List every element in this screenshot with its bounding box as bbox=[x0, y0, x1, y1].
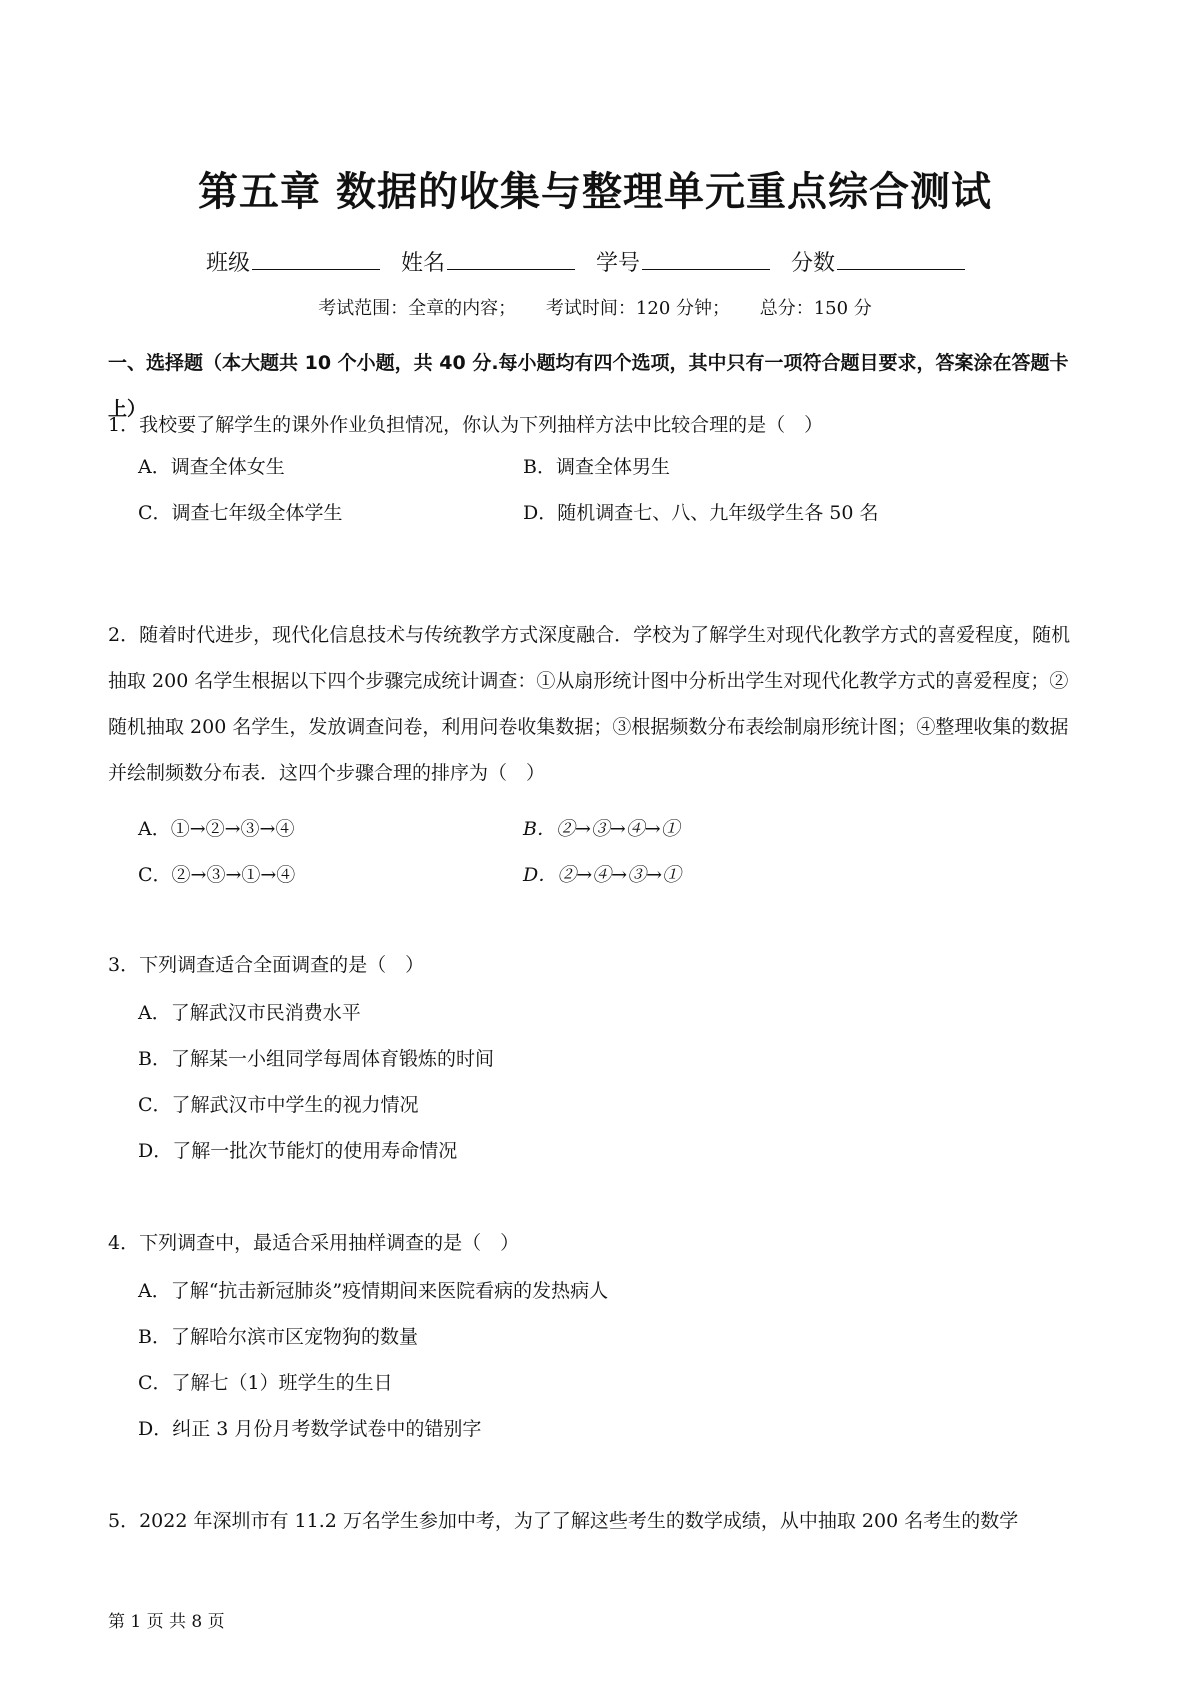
question-3-option-b[interactable]: B．了解某一小组同学每周体育锻炼的时间 bbox=[138, 1048, 494, 1070]
question-1-option-c[interactable]: C．调查七年级全体学生 bbox=[138, 502, 343, 524]
question-3-stem: 3．下列调查适合全面调查的是（ ） bbox=[108, 954, 425, 976]
question-1-option-b[interactable]: B．调查全体男生 bbox=[523, 456, 670, 478]
question-3-option-d[interactable]: D．了解一批次节能灯的使用寿命情况 bbox=[138, 1140, 458, 1162]
class-field bbox=[206, 246, 380, 277]
question-4-option-d[interactable]: D．纠正 3 月份月考数学试卷中的错别字 bbox=[138, 1418, 482, 1440]
score-blank[interactable] bbox=[837, 249, 965, 270]
name-blank[interactable] bbox=[447, 249, 575, 270]
question-2-option-b[interactable]: B．②→③→④→① bbox=[523, 818, 680, 840]
question-1-option-a[interactable]: A．调查全体女生 bbox=[138, 456, 285, 478]
student-id-blank[interactable] bbox=[642, 249, 770, 270]
page-footer: 第 1 页 共 8 页 bbox=[108, 1612, 225, 1632]
question-1-stem: 1．我校要了解学生的课外作业负担情况，你认为下列抽样方法中比较合理的是（ ） bbox=[108, 414, 824, 436]
score-label: 分数 bbox=[791, 251, 836, 276]
question-4-stem: 4．下列调查中，最适合采用抽样调查的是（ ） bbox=[108, 1232, 520, 1254]
name-label: 姓名 bbox=[401, 251, 446, 276]
question-4-option-b[interactable]: B．了解哈尔滨市区宠物狗的数量 bbox=[138, 1326, 418, 1348]
exam-range: 考试范围：全章的内容； bbox=[318, 298, 517, 319]
section-heading: 一、选择题（本大题共 10 个小题，共 40 分.每小题均有四个选项，其中只有一项符合题目要求，答案涂在答题卡上） bbox=[108, 352, 1069, 420]
exam-total: 总分：150 分 bbox=[759, 298, 872, 319]
question-2-stem: 2．随着时代进步，现代化信息技术与传统教学方式深度融合．学校为了解学生对现代化教学方式的喜爱程度，随机抽取 200 名学生根据以下四个步骤完成统计调查：①从扇形统计图中分析出学生对现代化教学方式的喜爱程度；②随机抽取 200 名学生，发放调查问卷，利用问卷收集数据；③根据频数分布表绘制扇形统计图；④整理收集的数据并绘制频数分布表．这四个步骤合理的排序为（ ） bbox=[108, 624, 1071, 784]
student-id-label: 学号 bbox=[596, 251, 641, 276]
question-4-option-a[interactable]: A．了解“抗击新冠肺炎”疫情期间来医院看病的发热病人 bbox=[138, 1280, 609, 1302]
exam-time: 考试时间：120 分钟； bbox=[545, 298, 730, 319]
question-2-option-a[interactable]: A．①→②→③→④ bbox=[138, 818, 295, 840]
page-title: 第五章 数据的收集与整理单元重点综合测试 bbox=[198, 169, 992, 215]
class-blank[interactable] bbox=[252, 249, 380, 270]
student-id-field bbox=[596, 246, 770, 277]
question-1-option-d[interactable]: D．随机调查七、八、九年级学生各 50 名 bbox=[523, 502, 879, 524]
question-3-option-a[interactable]: A．了解武汉市民消费水平 bbox=[138, 1002, 361, 1024]
question-4-option-c[interactable]: C．了解七（1）班学生的生日 bbox=[138, 1372, 393, 1394]
class-label: 班级 bbox=[206, 251, 251, 276]
question-2-option-d[interactable]: D．②→④→③→① bbox=[523, 864, 681, 886]
question-3-option-c[interactable]: C．了解武汉市中学生的视力情况 bbox=[138, 1094, 419, 1116]
name-field bbox=[401, 246, 575, 277]
exam-scope-line bbox=[0, 294, 1190, 320]
student-info-line bbox=[206, 246, 979, 277]
question-5-stem: 5．2022 年深圳市有 11.2 万名学生参加中考，为了了解这些考生的数学成绩，从中抽取 200 名考生的数学 bbox=[108, 1510, 1019, 1532]
score-field bbox=[791, 246, 965, 277]
question-2-option-c[interactable]: C．②→③→①→④ bbox=[138, 864, 296, 886]
